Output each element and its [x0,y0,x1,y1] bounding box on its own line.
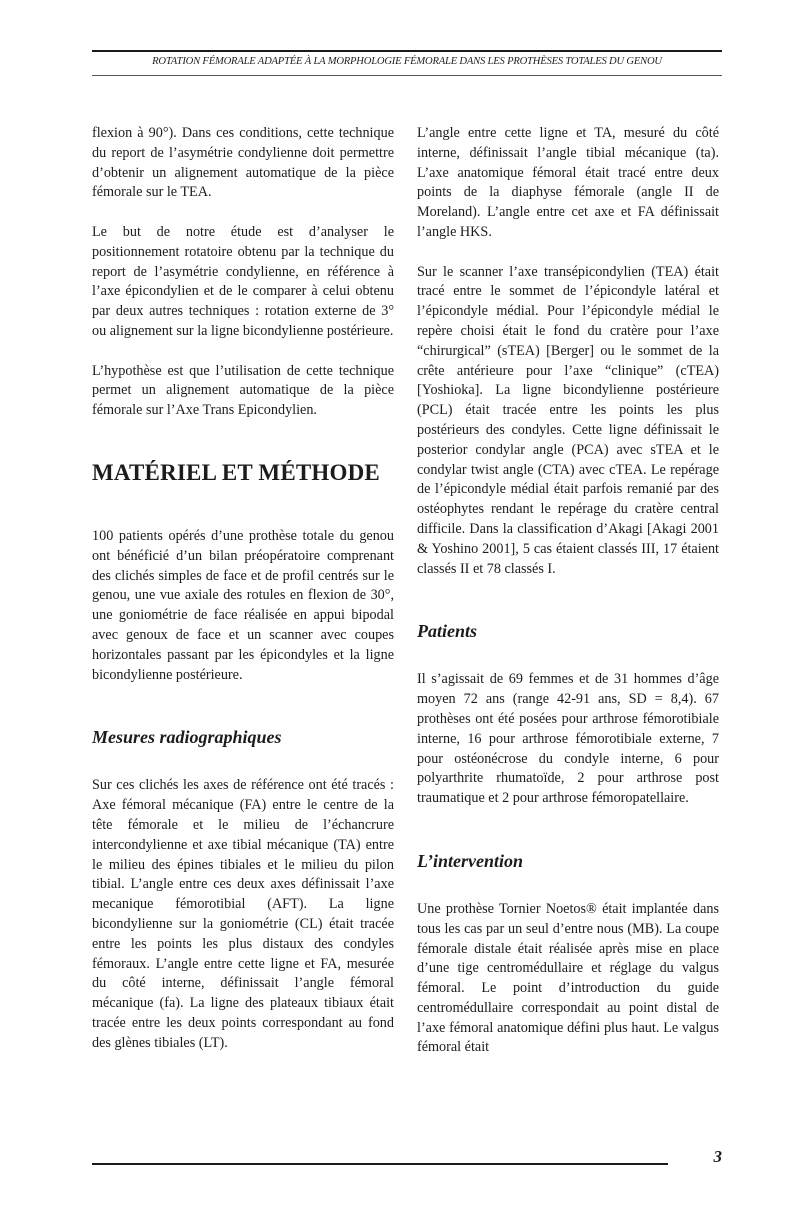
paragraph: 100 patients opérés d’une prothèse totale du genou ont bénéficié d’un bilan préopératoire comprenant des clichés simples de face et de profil centrés sur le genou, une vue axiale des rotules en flexion de 30°, une goniométrie de face réalisée en appui bipodal avec genoux de face et un scanner avec coupes horizontales passant par les épicondyles et la ligne bicondylienne postérieure. [92,527,394,683]
running-header: ROTATION FÉMORALE ADAPTÉE À LA MORPHOLOGIE FÉMORALE DANS LES PROTHÈSES TOTALES DU GENOU [152,56,662,67]
section-heading: MATÉRIEL ET MÉTHODE [92,459,380,485]
paragraph: Sur ces clichés les axes de référence ont été tracés : Axe fémoral mécanique (FA) entre le centre de la tête fémorale et le milieu de l’échancrure intercondylienne et axe tibial mécanique (TA) entre le milieu des épines tibiales et le milieu du pilon tibial. L’angle entre ces deux axes définissait l’axe mecanique fémorotibial (AFT). La ligne bicondylienne sur la goniométrie (CL) était tracée entre les points les plus distaux des condyles fémoraux. L’angle entre cette ligne et FA, mesurée du côté interne, définissait l’angle fémoral mécanique (fa). La ligne des plateaux tibiaux était tracée entre les deux points correspondant au fond des glènes tibiales (LT). [92,777,394,1051]
paragraph: Une prothèse Tornier Noetos® était implantée dans tous les cas par un seul d’entre nous (MB). La coupe fémorale distale était réalisée après mise en place d’une tige centromédullaire et réglage du valgus fémoral. Le point d’introduction du guide centromédullaire correspondait au point distal de l’axe fémoral anatomique défini plus haut. Le valgus fémoral était [417,900,719,1056]
subsection-heading: Mesures radiographiques [92,727,282,748]
right-column [417,124,719,1078]
left-column [92,124,394,1073]
top-rule [92,50,722,52]
paragraph: L’hypothèse est que l’utilisation de cette technique permet un alignement automatique de la pièce fémorale sur l’Axe Trans Epicondylien. [92,362,394,419]
header-rule [92,75,722,76]
page-number: 3 [713,1147,722,1166]
subsection-heading: L’intervention [417,850,524,871]
paragraph: Il s’agissait de 69 femmes et de 31 hommes d’âge moyen 72 ans (range 42-91 ans, SD = 8,4). 67 prothèses ont été posées pour arthrose fémorotibiale interne, 16 pour arthrose fémorotibiale externe, 7 pour ostéonécrose du condyle interne, 6 pour polyarthrite rhumatoïde, 2 pour arthrose post traumatique et 2 pour arthrose fémoropatellaire. [417,671,719,807]
subsection-heading: Patients [417,621,478,642]
paragraph: L’angle entre cette ligne et TA, mesuré du côté interne, définissait l’angle tibial mécanique (ta). L’axe anatomique fémoral était tracé entre deux points de la diaphyse fémorale (angle II de Moreland). L’angle entre cet axe et FA définissait l’angle HKS. [417,125,719,240]
paragraph: Sur le scanner l’axe transépicondylien (TEA) était tracé entre le sommet de l’épicondyle latéral et l’épicondyle médial. Pour l’épicondyle médial le repère choisi était le fond du cratère pour l’axe “chirurgical” (sTEA) [Berger] ou le sommet de la crête antérieure pour l’axe “clinique” (cTEA) [Yoshioka]. La ligne bicondylienne postérieure (PCL) était tracée entre les points les plus postérieurs des condyles. Cette ligne définissait le posterior condylar angle (PCA) avec sTEA et le condylar twist angle (CTA) avec cTEA. Le repérage de l’épicondyle médial était parfois remanié par des ostéophytes rendant le repérage du cratère central difficile. Dans la classification d’Akagi [Akagi 2001 & Yoshino 2001], 5 cas étaient classés III, 17 étaient classés II et 78 classés I. [417,263,719,577]
paragraph: flexion à 90°). Dans ces conditions, cette technique du report de l’asymétrie condylienne doit permettre d’obtenir un alignement automatique de la pièce fémorale sur le TEA. [92,125,394,201]
paragraph: Le but de notre étude est d’analyser le positionnement rotatoire obtenu par la technique du report de l’asymétrie condylienne, en référence à l’axe épicondylien et de le comparer à celui obtenu par deux autres techniques : rotation externe de 3° ou alignement sur la ligne bicondylienne postérieure. [92,223,394,339]
footer-rule [92,1163,668,1165]
